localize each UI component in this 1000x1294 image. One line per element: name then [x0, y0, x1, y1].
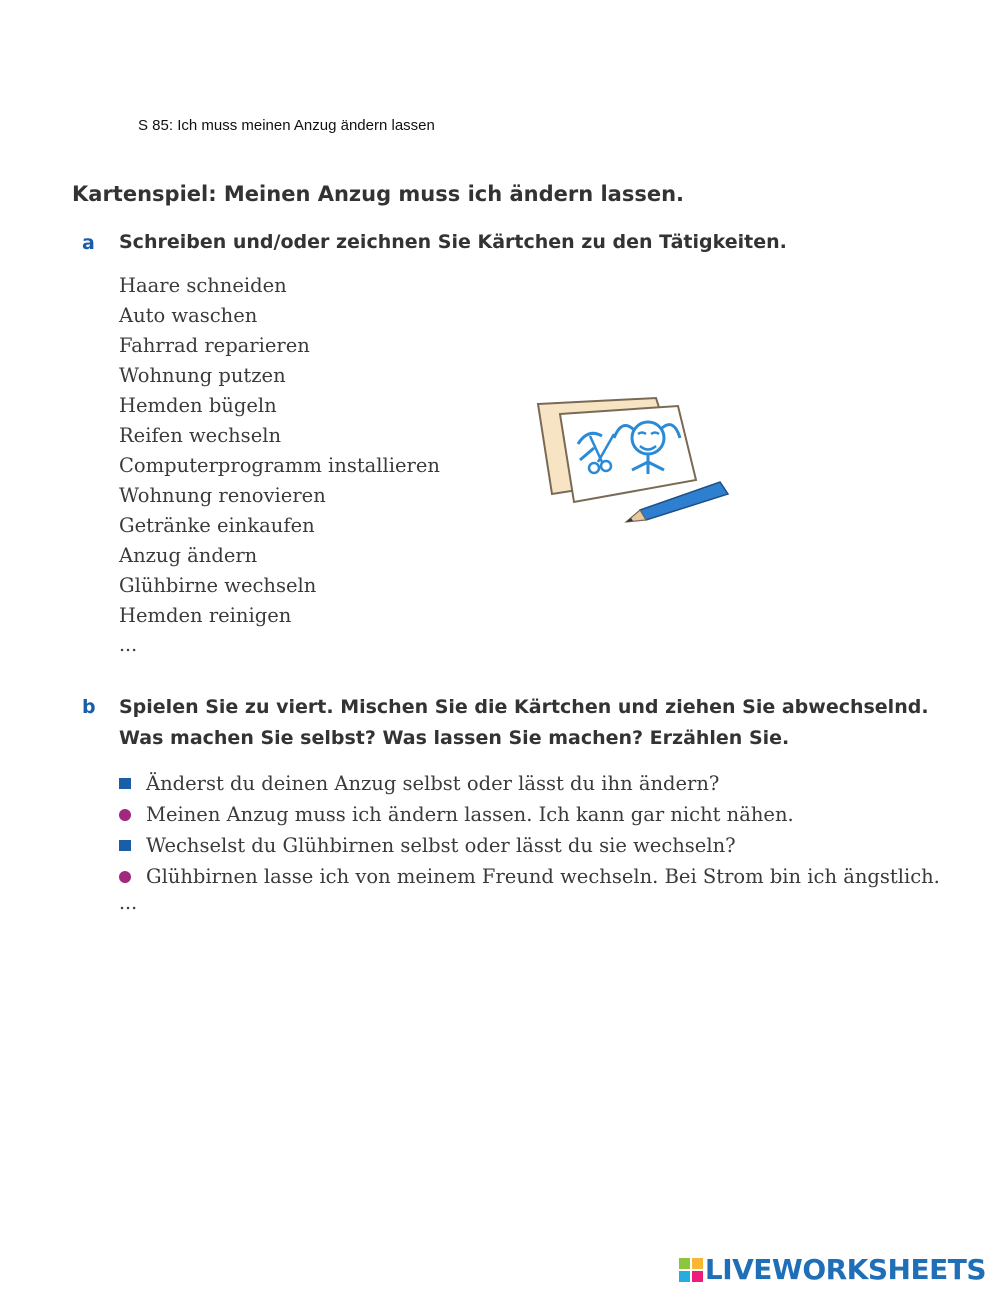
list-item: Hemden bügeln	[119, 394, 277, 417]
list-item: Auto waschen	[119, 304, 258, 327]
list-item: Reifen wechseln	[119, 424, 282, 447]
square-bullet-icon	[119, 840, 131, 851]
dialog-ellipsis: ...	[119, 892, 138, 914]
activity-list	[119, 271, 440, 631]
dot-bullet-icon	[119, 871, 131, 883]
list-item: Wohnung renovieren	[119, 484, 326, 507]
list-item: Computerprogramm installieren	[119, 454, 440, 477]
exercise-title: Kartenspiel: Meinen Anzug muss ich ändern lassen.	[72, 182, 685, 206]
list-item: Glühbirne wechseln	[119, 574, 317, 597]
dialog-text: Wechselst du Glühbirnen selbst oder lässt du sie wechseln?	[146, 834, 736, 857]
dot-bullet-icon	[119, 809, 131, 821]
card-front-icon	[560, 406, 696, 502]
liveworksheets-logo-icon	[679, 1258, 703, 1282]
dialog-text: Meinen Anzug muss ich ändern lassen. Ich kann gar nicht nähen.	[146, 803, 794, 826]
page-header: S 85: Ich muss meinen Anzug ändern lassen	[138, 117, 435, 134]
dialog-text: Änderst du deinen Anzug selbst oder lässt du ihn ändern?	[146, 772, 720, 795]
logo-text: LIVEWORKSHEETS	[704, 1253, 986, 1286]
dialog-text: Glühbirnen lasse ich von meinem Freund wechseln. Bei Strom bin ich ängstlich.	[146, 865, 940, 888]
list-item: Getränke einkaufen	[119, 514, 315, 537]
task-a-instruction: Schreiben und/oder zeichnen Sie Kärtchen zu den Tätigkeiten.	[119, 231, 787, 253]
list-item: Fahrrad reparieren	[119, 334, 310, 357]
dialog-line	[119, 830, 940, 861]
task-a-letter: a	[82, 232, 95, 254]
list-item: Haare schneiden	[119, 274, 287, 297]
task-b-letter: b	[82, 696, 96, 718]
activity-list-ellipsis: ...	[119, 634, 138, 656]
task-b-instruction-line1: Spielen Sie zu viert. Mischen Sie die Kärtchen und ziehen Sie abwechselnd.	[119, 696, 929, 718]
dialog-list	[119, 768, 940, 892]
list-item: Hemden reinigen	[119, 604, 292, 627]
square-bullet-icon	[119, 778, 131, 789]
liveworksheets-logo	[679, 1253, 986, 1286]
dialog-line	[119, 768, 940, 799]
list-item: Anzug ändern	[119, 544, 258, 567]
task-b-instruction-line2: Was machen Sie selbst? Was lassen Sie machen? Erzählen Sie.	[119, 727, 790, 749]
drawing-cards-illustration	[530, 370, 745, 535]
dialog-line	[119, 861, 940, 892]
dialog-line	[119, 799, 940, 830]
list-item: Wohnung putzen	[119, 364, 286, 387]
